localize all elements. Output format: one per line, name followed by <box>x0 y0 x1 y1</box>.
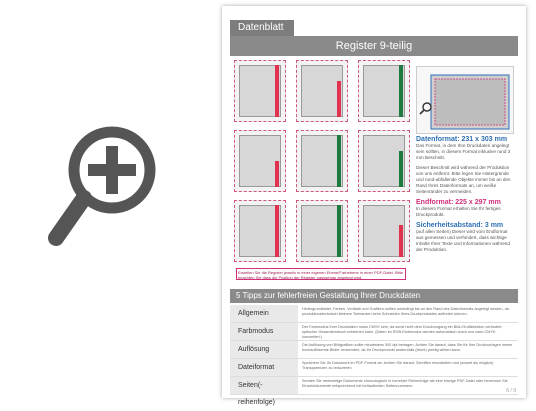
datasheet-page <box>222 6 526 406</box>
tip-label: Allgemein <box>230 305 298 322</box>
format-diagram <box>416 66 514 134</box>
register-note: Erstellen Sie die Register jeweils in einer eigenen Ebene/Farbebene in einer PDF-Datei. Bitte beachten Sie dass die Position der Register passgenau angelegt wird. <box>236 268 406 280</box>
tips-heading: 5 Tipps zur fehlerfreien Gestaltung Ihrer Druckdaten <box>230 289 518 303</box>
tip-text: Speichern Sie Ihr Dokument im PDF-Format ab. Achten Sie darauf, Schriften einzubetten und (soweit als möglich) Transparenzen zu reduzieren. <box>302 361 494 370</box>
safety-title: Sicherheitsabstand: 3 mm <box>416 222 504 229</box>
tip-label: Auflösung <box>230 341 298 358</box>
tip-row <box>230 323 518 341</box>
register-tile <box>296 130 348 192</box>
page-number: 6 / 9 <box>506 388 516 394</box>
tip-label: Dateiformat <box>230 359 298 376</box>
tip-row <box>230 377 518 406</box>
register-tile <box>234 130 286 192</box>
format-title: Datenformat: 231 x 303 mm <box>416 136 508 143</box>
tip-row <box>230 341 518 359</box>
register-tile <box>234 60 286 122</box>
header-tab: Datenblatt <box>230 20 294 36</box>
zoom-in-icon[interactable] <box>44 118 164 258</box>
register-tile <box>296 60 348 122</box>
tip-text: Der Farbmodus Ihrer Druckdaten muss CMYK sein, da sonst nicht dem Druckvorgang ein Bild-/Grafikfarbton verändert, optischer Gesamteindruck entstehen kann. (Daten im RGB-Farbmodus werden automatisch durch uns nach CMYK konvertiert.) <box>302 325 503 339</box>
tip-row <box>230 305 518 323</box>
end-format-text: In diesem Format erhalten Sie Ihr fertiges Druckprodukt. <box>416 206 501 217</box>
tip-row <box>230 359 518 377</box>
tip-label: Farbmodus <box>230 323 298 340</box>
diagram-graphic <box>417 67 513 133</box>
register-tile <box>358 200 410 262</box>
tip-text: Hintergrundbilder, Farben, Verläufe und Grafiken sollten unbedingt bis an den Rand des Datenformats angelegt werden, da produktionstechnisch kleinere Toleranzen beim Schneiden Ihres Druckproduktes auftreten können. <box>302 307 509 316</box>
tip-text: Senden Sie mehrseitige Dokumente chronologisch in korrekter Reihenfolge als eine einzige PDF-Datei oder benennen Sie Einzeldokumente entsprechend mit fortlaufenden Seitennummern. <box>302 379 508 388</box>
register-tile <box>358 130 410 192</box>
format-text: Das Format, in dem Ihre Druckdaten angelegt sein sollten, in diesem Format inklusive rund 3 mm Beschnitt. <box>416 143 511 160</box>
tip-text: Die Auflösung von Bildgrafiken sollte mindestens 300 dpi betragen. Achten Sie darauf, dass Sie für Ihre Druckvorlagen immer hochauflösende Bilder verwenden, da Ihr Druckprodukt andernfalls (leicht) pixelig wirken kann. <box>302 343 513 352</box>
safety-text: (auf allen Seiten) Dieser wird vom Endformat aus gemessen und verhindert, dass wichtige Inhalte Ihrer Texte und Informationen während der Produktion. <box>416 229 510 252</box>
page-title: Register 9-teilig <box>230 36 518 56</box>
spec-sidebar <box>416 136 516 253</box>
tip-label: Seiten(-reihenfolge) <box>230 377 298 394</box>
register-tile <box>234 200 286 262</box>
register-grid <box>234 60 412 264</box>
end-format-title: Endformat: 225 x 297 mm <box>416 199 501 206</box>
register-tile <box>358 60 410 122</box>
format-text-2: Dieser Beschnitt wird während der Produktion von uns entfernt. Bitte legen Sie Hintergründe und rund-abfallende Objekte immer bis an den Rand Ihres Datenformats an, um weiße Seitenränder zu vermeiden. <box>416 165 511 194</box>
register-tile <box>296 200 348 262</box>
